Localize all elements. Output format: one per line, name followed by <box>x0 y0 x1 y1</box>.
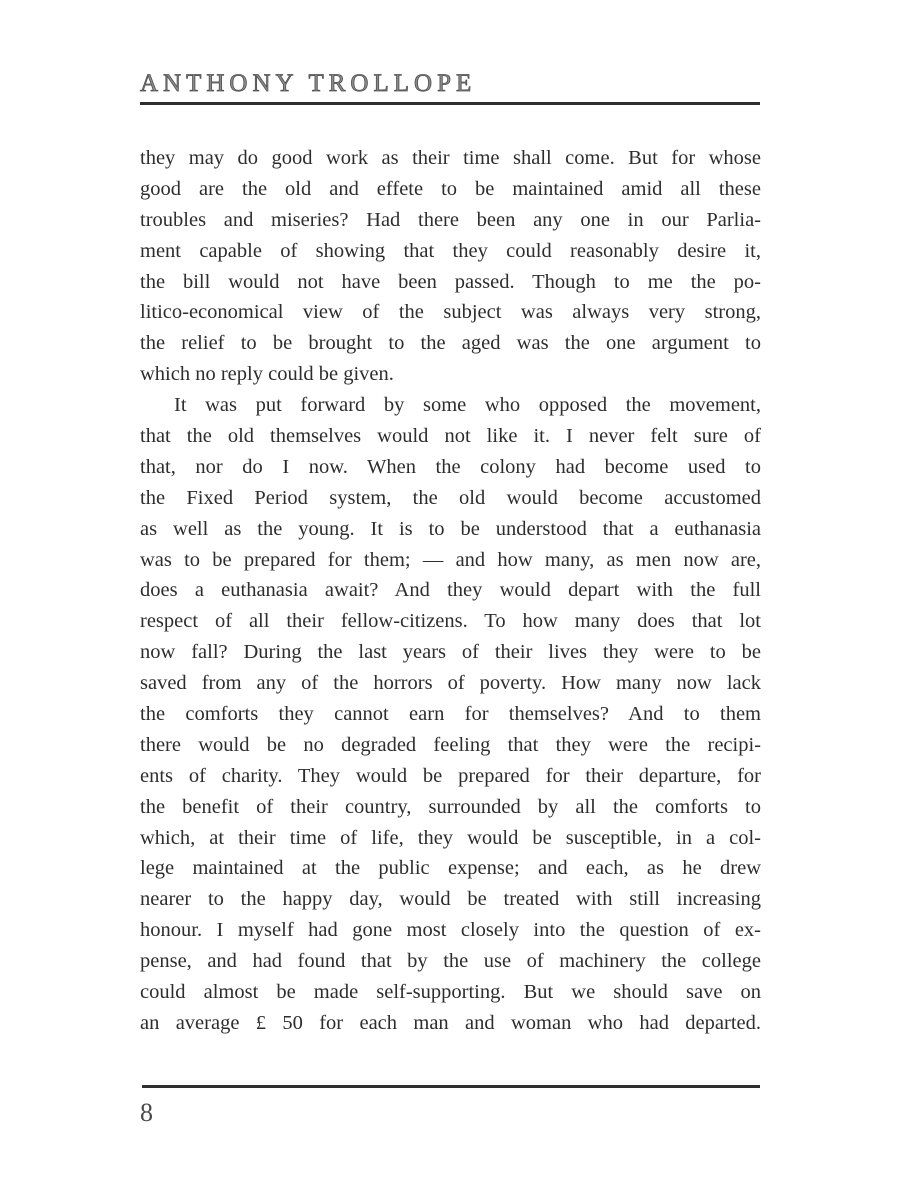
text-line: the comforts they cannot earn for themselves? And to them <box>140 703 761 726</box>
text-line: ment capable of showing that they could reasonably desire it, <box>140 239 761 262</box>
text-line: which, at their time of life, they would be susceptible, in a col- <box>140 826 761 849</box>
text-line: good are the old and effete to be maintained amid all these <box>140 177 761 200</box>
text-line: It was put forward by some who opposed the movement, <box>174 394 761 417</box>
text-line: the bill would not have been passed. Though to me the po- <box>140 270 761 293</box>
text-line: respect of all their fellow-citizens. To how many does that lot <box>140 610 761 633</box>
text-line: lege maintained at the public expense; and each, as he drew <box>140 857 761 880</box>
paragraph <box>140 143 761 390</box>
text-line: that, nor do I now. When the colony had become used to <box>140 455 761 478</box>
text-line: litico-economical view of the subject was always very strong, <box>140 301 761 324</box>
text-line: nearer to the happy day, would be treated with still increasing <box>140 888 761 911</box>
text-line: which no reply could be given. <box>140 363 394 386</box>
text-line: pense, and had found that by the use of machinery the college <box>140 950 761 973</box>
page-body-text <box>140 143 761 1039</box>
text-line: there would be no degraded feeling that they were the recipi- <box>140 733 761 756</box>
text-line: an average £ 50 for each man and woman who had departed. <box>140 1011 761 1034</box>
text-line: does a euthanasia await? And they would depart with the full <box>140 579 761 602</box>
text-line: they may do good work as their time shall come. But for whose <box>140 147 761 169</box>
running-header-author: ANTHONY TROLLOPE <box>140 70 477 97</box>
paragraph <box>140 390 761 1039</box>
text-line: was to be prepared for them; — and how many, as men now are, <box>140 548 761 571</box>
text-line: the Fixed Period system, the old would become accustomed <box>140 486 761 509</box>
text-line: could almost be made self-supporting. But we should save on <box>140 981 761 1004</box>
text-line: as well as the young. It is to be understood that a euthanasia <box>140 517 761 540</box>
text-line: saved from any of the horrors of poverty. How many now lack <box>140 672 761 695</box>
text-line: honour. I myself had gone most closely into the question of ex- <box>140 919 761 942</box>
page-number: 8 <box>140 1098 153 1127</box>
text-line: that the old themselves would not like it. I never felt sure of <box>140 425 761 448</box>
text-line: the benefit of their country, surrounded by all the comforts to <box>140 795 761 818</box>
header-rule <box>140 102 760 105</box>
footer-rule <box>142 1085 760 1088</box>
text-line: troubles and miseries? Had there been any one in our Parlia- <box>140 208 761 231</box>
text-line: ents of charity. They would be prepared for their departure, for <box>140 764 761 787</box>
text-line: now fall? During the last years of their lives they were to be <box>140 641 761 664</box>
text-line: the relief to be brought to the aged was the one argument to <box>140 332 761 355</box>
